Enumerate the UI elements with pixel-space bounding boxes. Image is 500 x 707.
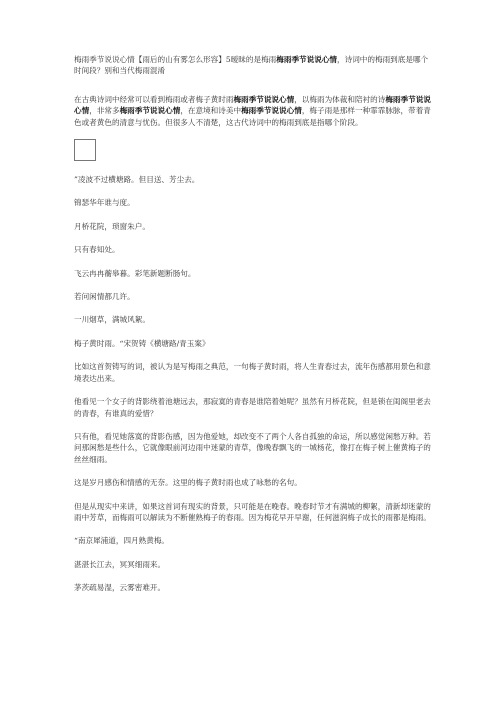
intro-keyword: 梅雨季节说说心情: [74, 94, 431, 116]
intro-text: 在古典诗词中经常可以看到梅雨或者梅子黄时雨: [74, 94, 234, 104]
intro-text: ，梅子雨是那样一种霏霏脉脉，带着青色或者黄色的清意与忧伤。但很多人不清楚，这古代诗词中的梅雨到底是指哪个阶段。: [74, 106, 431, 127]
paragraph: 他看见一个女子的背影绕着池塘远去，那寂寞的青春是谁陪着她呢？虽然有月桥花院，但是锁在闺阁里老去的青春，有谁真的爱惜？: [74, 397, 431, 418]
paragraph: 一川烟草，满城风絮。: [74, 315, 150, 325]
paragraph: 飞云冉冉蘅皋暮。彩笔新题断肠句。: [74, 268, 196, 278]
image-placeholder: [74, 139, 96, 161]
article-title: [74, 54, 434, 77]
paragraph: ”凌波不过横塘路。但目送、芳尘去。: [74, 175, 200, 185]
paragraph: 锦瑟华年谁与度。: [74, 198, 135, 208]
intro-text: ，以梅雨为体裁和陪衬的诗: [294, 94, 386, 104]
intro-text: ，在意境和诗美中: [180, 106, 242, 116]
title-text: 梅雨季节说说心情【雨后的山有雾怎么形容】5暧昧的是梅雨: [74, 55, 277, 64]
intro-text: ，非常多: [89, 106, 120, 116]
title-text: ，诗词中的梅雨到底是哪个时间段？别和当代梅雨混淆: [74, 55, 429, 76]
paragraph: 茅茨疏易湿，云雾密难开。: [74, 583, 166, 593]
paragraph: 湛湛长江去，冥冥细雨来。: [74, 559, 166, 569]
paragraph: 梅子黄时雨。“宋贺铸《横塘路/青玉案》: [74, 338, 210, 348]
paragraph: 若问闲情都几许。: [74, 292, 135, 302]
intro-paragraph: [74, 94, 434, 128]
intro-keyword: 梅雨季节说说心情: [233, 94, 295, 104]
paragraph: 月桥花院，琐窗朱户。: [74, 221, 150, 231]
paragraph: “南京犀浦道，四月熟黄梅。: [74, 536, 170, 546]
title-keyword: 梅雨季节说说心情: [276, 55, 338, 64]
paragraph: 只有他，看见她落寞的背影伤感，因为他爱她，却改变不了两个人各自孤独的命运，所以感觉闲愁万种。若问那闲愁是些什么，它就像眼前河边雨中迷蒙的青草，像晚春飘飞的一城杨花，像打在梅子树上催黄梅子的丝丝细雨。: [74, 431, 431, 464]
paragraph: 这是岁月感伤和情感的无奈。这里的梅子黄时雨也成了咏愁的名句。: [74, 478, 302, 488]
intro-keyword: 梅雨季节说说心情: [119, 106, 181, 116]
paragraph: 比如这首贺铸写的词，被认为是写梅雨之典范，一句梅子黄时雨，将人生青春过去，流年伤感都用景色和意境表达出来。: [74, 362, 431, 383]
paragraph: 只有春知处。: [74, 245, 120, 255]
paragraph: 但是从现实中来讲，如果这首词有现实的背景，只可能是在晚春。晚春时节才有满城的柳絮，清新却迷蒙的雨中芳草，而梅雨可以解读为不断催熟梅子的春雨。因为梅花早开早谢，任何滋润梅子成长的雨都是梅雨。: [74, 501, 431, 522]
document-page: [74, 54, 434, 606]
intro-keyword: 梅雨季节说说心情: [241, 106, 302, 116]
